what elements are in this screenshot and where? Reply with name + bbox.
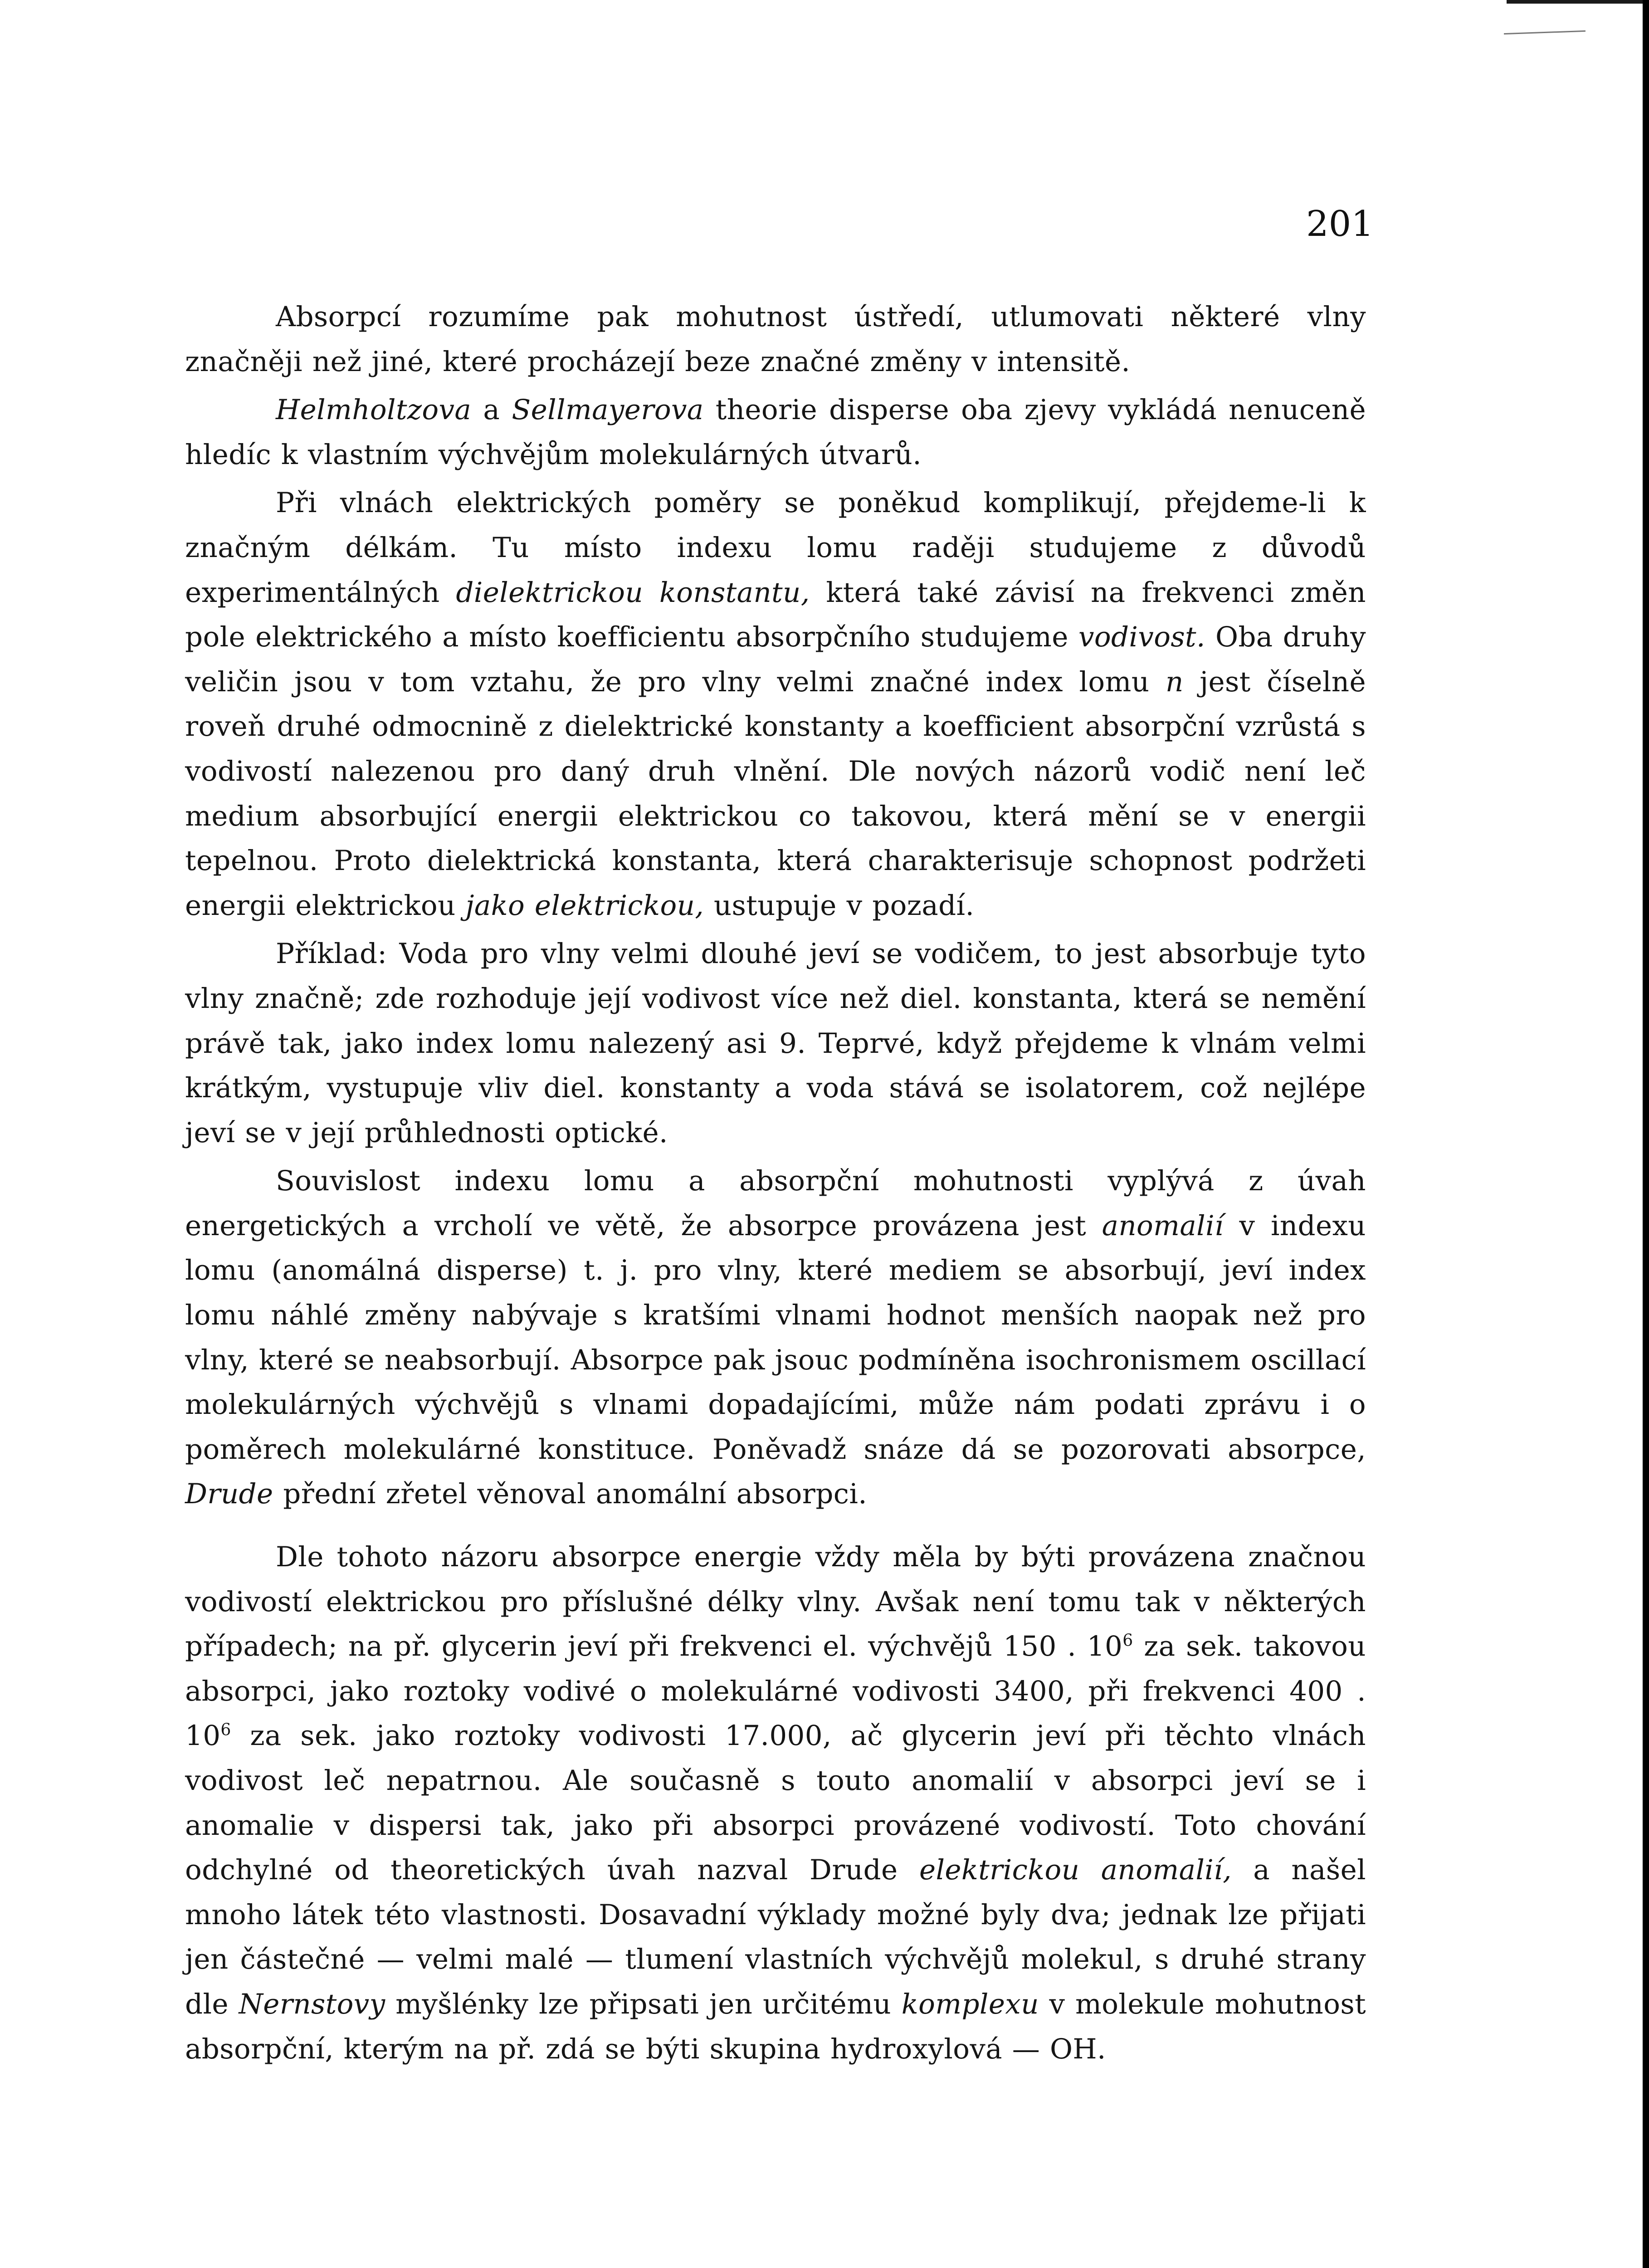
scan-artifact	[1504, 30, 1586, 34]
italic-text: n	[1166, 665, 1184, 698]
italic-text: dielektrickou konstantu,	[456, 576, 810, 609]
italic-text: Nernstovy	[239, 1988, 385, 2020]
body-text	[185, 295, 1366, 2072]
text-run: Při vlnách elektrických poměry se poněkud komplikují, přejdeme-li k značným délkám. Tu místo indexu lomu raději studujeme z důvodů experimentálných	[185, 487, 1366, 609]
text-run: která také závisí na frekvenci změn pole elektrického a místo koefficientu absorpčního studujeme	[185, 576, 1366, 654]
text-run: přední zřetel věnoval anomální absorpci.	[273, 1478, 868, 1510]
text-run: myšlénky lze připsati jen určitému	[385, 1988, 902, 2020]
italic-text: jako elektrickou,	[465, 889, 704, 922]
text-run: a	[471, 394, 512, 426]
italic-text: elektrickou anomalií,	[919, 1854, 1232, 1887]
text-run: Dle tohoto názoru absorpce energie vždy měla by býti provázena značnou vodivostí elektrickou pro příslušné délky vlny. Avšak není tomu tak v některých případech; na př. glycerin jeví při frekvenci el. výchvějů 150 . 10	[185, 1541, 1366, 1663]
text-run: Oba druhy veličin jsou v tom vztahu, že pro vlny velmi značné index lomu	[185, 621, 1366, 698]
text-run: jest číselně roveň druhé odmocnině z dielektrické konstanty a koefficient absorpční vzrůstá s vodivostí nalezenou pro daný druh vlnění. Dle nových názorů vodič není leč medium absorbující energii elektrickou co takovou, která mění se v energii tepelnou. Proto dielektrická konstanta, která charakterisuje schopnost podržeti energii elektrickou	[185, 665, 1366, 922]
text-run: za sek. takovou absorpci, jako roztoky vodivé o molekulárné vodivosti 3400, při frekvenci 400 . 10	[185, 1630, 1366, 1752]
text-run: v molekule mohutnost absorpční, kterým na př. zdá se býti skupina hydroxylová — OH.	[185, 1988, 1366, 2065]
paragraph	[185, 295, 1366, 384]
superscript: 6	[1122, 1631, 1133, 1650]
text-run: v indexu lomu (anomálná disperse) t. j. pro vlny, které mediem se absorbují, jeví index lomu náhlé změny nabývaje s kratšími vlnami hodnot menších naopak než pro vlny, které se neabsorbují. Absorpce pak jsouc podmíněna isochronismem oscillací molekulárných výchvějů s vlnami dopadajícími, může nám podati zprávu i o poměrech molekulárné konstituce. Poněvadž snáze dá se pozorovati absorpce,	[185, 1209, 1366, 1466]
paragraph	[185, 1159, 1366, 1517]
text-run: za sek. jako roztoky vodivosti 17.000, ač glycerin jeví při těchto vlnách vodivost leč nepatrnou. Ale současně s touto anomalií v absorpci jeví se i anomalie v dispersi tak, jako při absorpci provázené vodivostí. Toto chování odchylné od theoretických úvah nazval Drude	[185, 1720, 1366, 1887]
italic-text: Drude	[185, 1478, 273, 1510]
text-run: ustupuje v pozadí.	[704, 889, 975, 922]
italic-text: vodivost.	[1078, 621, 1205, 654]
scan-border-right	[1643, 0, 1649, 2268]
italic-text: Helmholtzova	[276, 394, 472, 426]
paragraph	[185, 932, 1366, 1155]
superscript: 6	[220, 1721, 231, 1740]
paragraph	[185, 481, 1366, 928]
italic-text: komplexu	[901, 1988, 1039, 2020]
text-run: Absorpcí rozumíme pak mohutnost ústředí, utlumovati některé vlny značněji než jiné, které procházejí beze značné změny v intensitě.	[185, 301, 1366, 378]
text-run: a našel mnoho látek této vlastnosti. Dosavadní výklady možné byly dva; jednak lze přijati jen částečné — velmi malé — tlumení vlastních výchvějů molekul, s druhé strany dle	[185, 1854, 1366, 2020]
italic-text: anomalií	[1102, 1209, 1224, 1242]
paragraph	[185, 388, 1366, 477]
text-run: Souvislost indexu lomu a absorpční mohutnosti vyplývá z úvah energetických a vrcholí ve větě, že absorpce provázena jest	[185, 1165, 1366, 1242]
text-run: theorie disperse oba zjevy vykládá nenuceně hledíc k vlastním výchvějům molekulárných útvarů.	[185, 394, 1366, 471]
scan-border-top	[1507, 0, 1643, 4]
text-run: Příklad: Voda pro vlny velmi dlouhé jeví se vodičem, to jest absorbuje tyto vlny značně; zde rozhoduje její vodivost více než diel. konstanta, která se nemění právě tak, jako index lomu nalezený asi 9. Teprvé, když přejdeme k vlnám velmi krátkým, vystupuje vliv diel. konstanty a voda stává se isolatorem, což nejlépe jeví se v její průhlednosti optické.	[185, 938, 1366, 1149]
page-number: 201	[1306, 204, 1374, 244]
italic-text: Sellmayerova	[512, 394, 704, 426]
paragraph	[185, 1535, 1366, 2072]
